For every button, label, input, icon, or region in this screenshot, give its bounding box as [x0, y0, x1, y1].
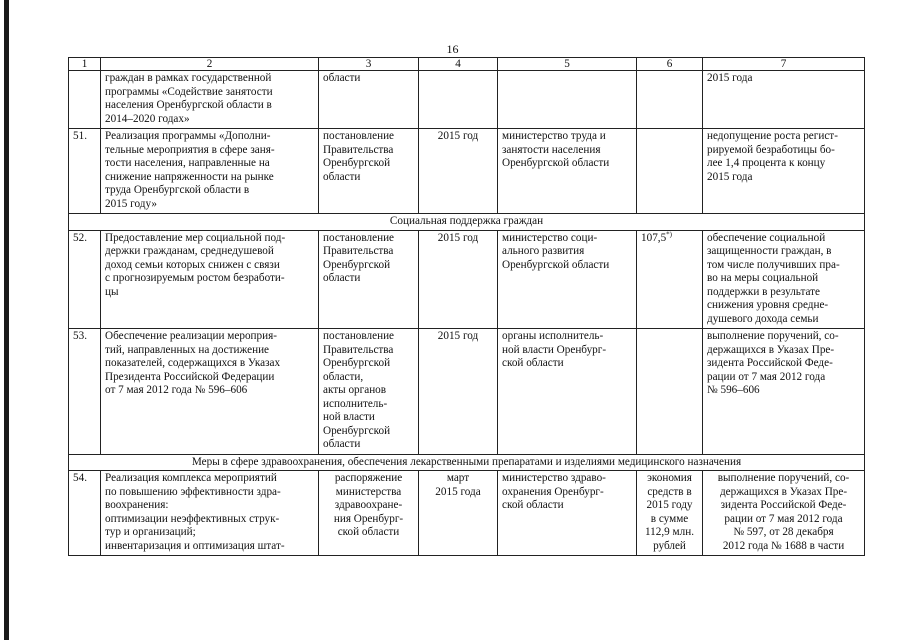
cell-text-line: акты органов: [323, 384, 387, 396]
cell-text-line: лее 1,4 процента к концу: [707, 157, 826, 169]
cell-text-line: том числе получивших пра-: [707, 258, 840, 271]
cell-text-line: Обеспечение реализации мероприя-: [105, 330, 277, 342]
cell-text-line: тости населения, направленные на: [105, 157, 270, 169]
header-cell-6: 6: [637, 58, 703, 71]
row-number-cell: 54.: [69, 471, 101, 556]
cell-text-line: области: [323, 72, 361, 84]
table-row-continuation: [69, 71, 865, 129]
measures-table: [68, 57, 865, 556]
cell-text-line: обеспечение социальной: [707, 231, 826, 244]
cell-text-line: исполнитель-: [323, 397, 388, 410]
cell-text-line: 2012 года № 1688 в части: [722, 539, 845, 552]
executor-cell: [498, 71, 637, 129]
cell-text-line: Оренбургской: [323, 424, 391, 437]
measure-cell: [101, 230, 319, 329]
cell-text-line: 2015 год: [437, 231, 479, 244]
cell-text-line: Предоставление мер социальной под-: [105, 231, 286, 244]
cell-text-line: охранения Оренбург-: [502, 485, 604, 498]
table-row-52: [69, 230, 865, 329]
cell-text-line: Оренбургской области: [502, 157, 610, 169]
cell-text-line: цы: [105, 285, 119, 298]
cell-text-line: от 7 мая 2012 года № 596–606: [105, 384, 248, 396]
result-cell: [703, 230, 865, 329]
cell-text-line: 2015 году»: [105, 197, 157, 210]
document-cell: [319, 230, 419, 329]
effect-cell: [637, 129, 703, 214]
effect-cell: [637, 471, 703, 556]
cell-text-line: ной власти: [323, 411, 375, 423]
cell-text-line: занятости населения: [502, 143, 601, 156]
cell-text-line: области,: [323, 370, 364, 383]
cell-text-line: инвентаризация и оптимизация штат-: [105, 539, 285, 552]
effect-cell: [637, 329, 703, 455]
cell-text-line: Реализация программы «Дополни-: [105, 130, 271, 142]
cell-text-line: министерство труда и: [502, 130, 606, 142]
cell-text-line: программы «Содействие занятости: [105, 85, 273, 98]
deadline-cell: [419, 329, 498, 455]
measure-cell: [101, 329, 319, 455]
cell-text-line: Оренбургской области: [502, 258, 610, 271]
deadline-cell: [419, 129, 498, 214]
header-cell-1: 1: [69, 58, 101, 71]
cell-text-line: Оренбургской: [323, 258, 391, 271]
effect-cell: [637, 230, 703, 329]
result-cell: [703, 129, 865, 214]
table-row-53: [69, 329, 865, 455]
scan-edge-bar: [4, 0, 9, 640]
cell-text-line: министерства: [335, 485, 402, 498]
table-row-51: [69, 129, 865, 214]
deadline-cell: [419, 471, 498, 556]
cell-text-line: постановление: [323, 330, 395, 342]
header-cell-4: 4: [419, 58, 498, 71]
cell-text-line: здравоохране-: [334, 499, 403, 511]
cell-text-line: министерство соци-: [502, 231, 598, 244]
page-number: 16: [446, 42, 459, 56]
cell-text-line: март: [446, 472, 470, 484]
cell-text-line: зидента Российской Феде-: [707, 357, 833, 369]
measure-cell: [101, 71, 319, 129]
cell-text-line: выполнение поручений, со-: [707, 330, 839, 342]
cell-text-line: средств в: [647, 485, 692, 498]
cell-text-line: 2015 года: [707, 170, 753, 183]
cell-text-line: ской области: [502, 357, 564, 369]
cell-text-line: по повышению эффективности здра-: [105, 485, 281, 498]
cell-text-line: Правительства: [323, 143, 394, 156]
cell-text-line: Президента Российской Федерации: [105, 370, 275, 383]
header-cell-2: 2: [101, 58, 319, 71]
row-number-cell: [69, 71, 101, 129]
document-cell: [319, 329, 419, 455]
document-cell: [319, 471, 419, 556]
cell-text-line: снижение напряженности на рынке: [105, 170, 274, 183]
cell-text-line: 2015 год: [437, 130, 479, 142]
section-title: Социальная поддержка граждан: [69, 214, 865, 231]
cell-text-line: 2015 года: [707, 72, 753, 84]
cell-text-line: ального развития: [502, 245, 585, 257]
cell-text-line: зидента Российской Феде-: [720, 499, 847, 511]
cell-text-line: 2015 года: [435, 485, 481, 498]
cell-text-line: постановление: [323, 130, 395, 142]
cell-text-line: 2015 году: [646, 499, 693, 511]
cell-text-line: показателей, содержащихся в Указах: [105, 357, 281, 369]
executor-cell: [498, 471, 637, 556]
cell-text-line: оптимизации неэффективных струк-: [105, 512, 280, 525]
cell-text-line: 2015 год: [437, 330, 479, 342]
section-row-social-support: [69, 214, 865, 231]
executor-cell: [498, 230, 637, 329]
cell-text-line: рации от 7 мая 2012 года: [724, 512, 843, 525]
cell-text-line: области: [323, 170, 361, 183]
cell-text-line: № 596–606: [707, 384, 760, 396]
section-row-healthcare: [69, 454, 865, 471]
cell-text-line: во на меры социальной: [707, 272, 819, 284]
row-number-cell: 52.: [69, 230, 101, 329]
cell-text-line: держащихся в Указах Пре-: [719, 485, 848, 498]
cell-text-line: рублей: [653, 539, 686, 552]
executor-cell: [498, 129, 637, 214]
cell-text-line: Оренбургской: [323, 157, 391, 169]
cell-text-line: держки гражданам, среднедушевой: [105, 245, 274, 257]
cell-text-line: воохранения:: [105, 499, 169, 511]
document-cell: [319, 129, 419, 214]
measure-cell: [101, 129, 319, 214]
cell-text-line: ской области: [337, 526, 400, 538]
cell-text-line: недопущение роста регист-: [707, 130, 838, 142]
effect-value: 107,5: [641, 231, 667, 244]
cell-text-line: Оренбургской: [323, 357, 391, 369]
deadline-cell: [419, 71, 498, 129]
section-title: Меры в сфере здравоохранения, обеспечения лекарственными препаратами и изделиями медицинского назначения: [69, 454, 865, 471]
cell-text-line: защищенности граждан, в: [707, 245, 832, 257]
cell-text-line: области: [323, 272, 361, 284]
cell-text-line: рируемой безработицы бо-: [707, 143, 835, 156]
cell-text-line: труда Оренбургской области в: [105, 184, 250, 196]
cell-text-line: № 597, от 28 декабря: [733, 526, 834, 538]
result-cell: [703, 471, 865, 556]
cell-text-line: с прогнозируемым ростом безработи-: [105, 272, 285, 284]
measure-cell: [101, 471, 319, 556]
cell-text-line: держащихся в Указах Пре-: [707, 343, 835, 356]
cell-text-line: постановление: [323, 231, 395, 244]
cell-text-line: 2014–2020 годах»: [105, 112, 190, 125]
row-number-cell: 53.: [69, 329, 101, 455]
cell-text-line: снижения уровня средне-: [707, 299, 829, 311]
document-cell: [319, 71, 419, 129]
result-cell: [703, 329, 865, 455]
cell-text-line: поддержки в результате: [707, 285, 821, 298]
cell-text-line: граждан в рамках государственной: [105, 72, 272, 84]
cell-text-line: Правительства: [323, 245, 394, 257]
cell-text-line: 112,9 млн.: [645, 526, 694, 538]
result-cell: [703, 71, 865, 129]
cell-text-line: выполнение поручений, со-: [717, 472, 850, 484]
row-number-cell: 51.: [69, 129, 101, 214]
cell-text-line: тур и организаций;: [105, 526, 196, 538]
executor-cell: [498, 329, 637, 455]
cell-text-line: населения Оренбургской области в: [105, 99, 272, 111]
header-cell-5: 5: [498, 58, 637, 71]
header-row: [69, 58, 865, 71]
cell-text-line: распоряжение: [334, 472, 403, 484]
cell-text-line: Правительства: [323, 343, 394, 356]
table-row-54: [69, 471, 865, 556]
header-cell-3: 3: [319, 58, 419, 71]
footnote-mark: *): [666, 230, 673, 238]
cell-text-line: экономия: [647, 472, 692, 484]
cell-text-line: душевого дохода семьи: [707, 312, 819, 325]
cell-text-line: Реализация комплекса мероприятий: [105, 472, 277, 484]
cell-text-line: органы исполнитель-: [502, 330, 604, 342]
cell-text-line: доход семьи которых снижен с связи: [105, 258, 280, 271]
cell-text-line: тий, направленных на достижение: [105, 343, 270, 356]
cell-text-line: в сумме: [650, 512, 689, 525]
cell-text-line: тельные мероприятия в сфере заня-: [105, 143, 275, 156]
deadline-cell: [419, 230, 498, 329]
cell-text-line: области: [323, 438, 361, 450]
cell-text-line: ной власти Оренбург-: [502, 343, 607, 356]
effect-cell: [637, 71, 703, 129]
cell-text-line: ния Оренбург-: [333, 512, 404, 525]
cell-text-line: министерство здраво-: [502, 472, 606, 484]
header-cell-7: 7: [703, 58, 865, 71]
cell-text-line: рации от 7 мая 2012 года: [707, 370, 826, 383]
cell-text-line: ской области: [502, 499, 564, 511]
